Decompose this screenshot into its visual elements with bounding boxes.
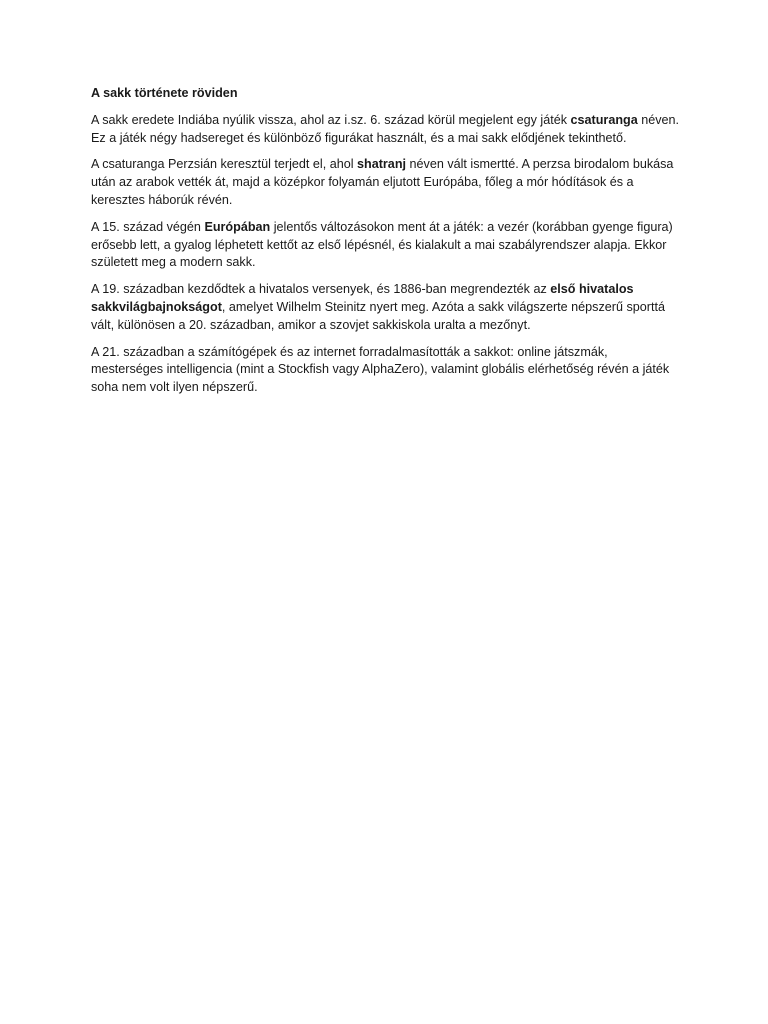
paragraph-text: néven vált ismertté. A perzsa birodalom bukása után az arabok vették át, majd a középkor folyamán eljutott Európába, főleg a mór hódítások és a keresztes háborúk révén. [91, 157, 674, 207]
paragraph-text: A 19. században kezdődtek a hivatalos versenyek, és 1886-ban megrendezték az [91, 282, 551, 297]
bold-term: shatranj [357, 157, 407, 172]
paragraph-text: néven. Ez a játék négy hadsereget és különböző figurákat használt, és a mai sakk elődjének tekinthető. [91, 112, 680, 145]
bold-term: csaturanga [570, 112, 638, 127]
paragraph-origin [91, 112, 681, 148]
paragraph-modern [91, 344, 681, 397]
paragraph-europe [91, 219, 681, 272]
paragraph-text: A 15. század végén [91, 219, 205, 234]
document-body [91, 85, 681, 406]
paragraph-persia [91, 156, 681, 209]
paragraph-championship [91, 281, 681, 334]
paragraph-text: A sakk eredete Indiába nyúlik vissza, ahol az i.sz. 6. század körül megjelent egy játék [91, 112, 571, 127]
paragraph-text: jelentős változásokon ment át a játék: a vezér (korábban gyenge figura) erősebb lett, a gyalog léphetett kettőt az első lépésnél, és kialakult a mai szabályrendszer alapja. Ekkor született meg a modern sakk. [91, 219, 673, 270]
bold-term: első hivatalos sakkvilágbajnokságot [91, 282, 634, 314]
paragraph-text: , amelyet Wilhelm Steinitz nyert meg. Azóta a sakk világszerte népszerű sporttá vált, különösen a 20. században, amikor a szovjet sakkiskola uralta a mezőnyt. [91, 299, 665, 332]
paragraph-text: A csaturanga Perzsián keresztül terjedt el, ahol [91, 157, 358, 172]
document-title: A sakk története röviden [91, 86, 238, 100]
bold-term: Európában [204, 219, 271, 234]
paragraph-text: A 21. században a számítógépek és az internet forradalmasították a sakkot: online játszmák, mesterséges intelligencia (mint a Stockfish vagy AlphaZero), valamint globális elérhetőség révén a játék soha nem volt ilyen népszerű. [91, 344, 670, 395]
